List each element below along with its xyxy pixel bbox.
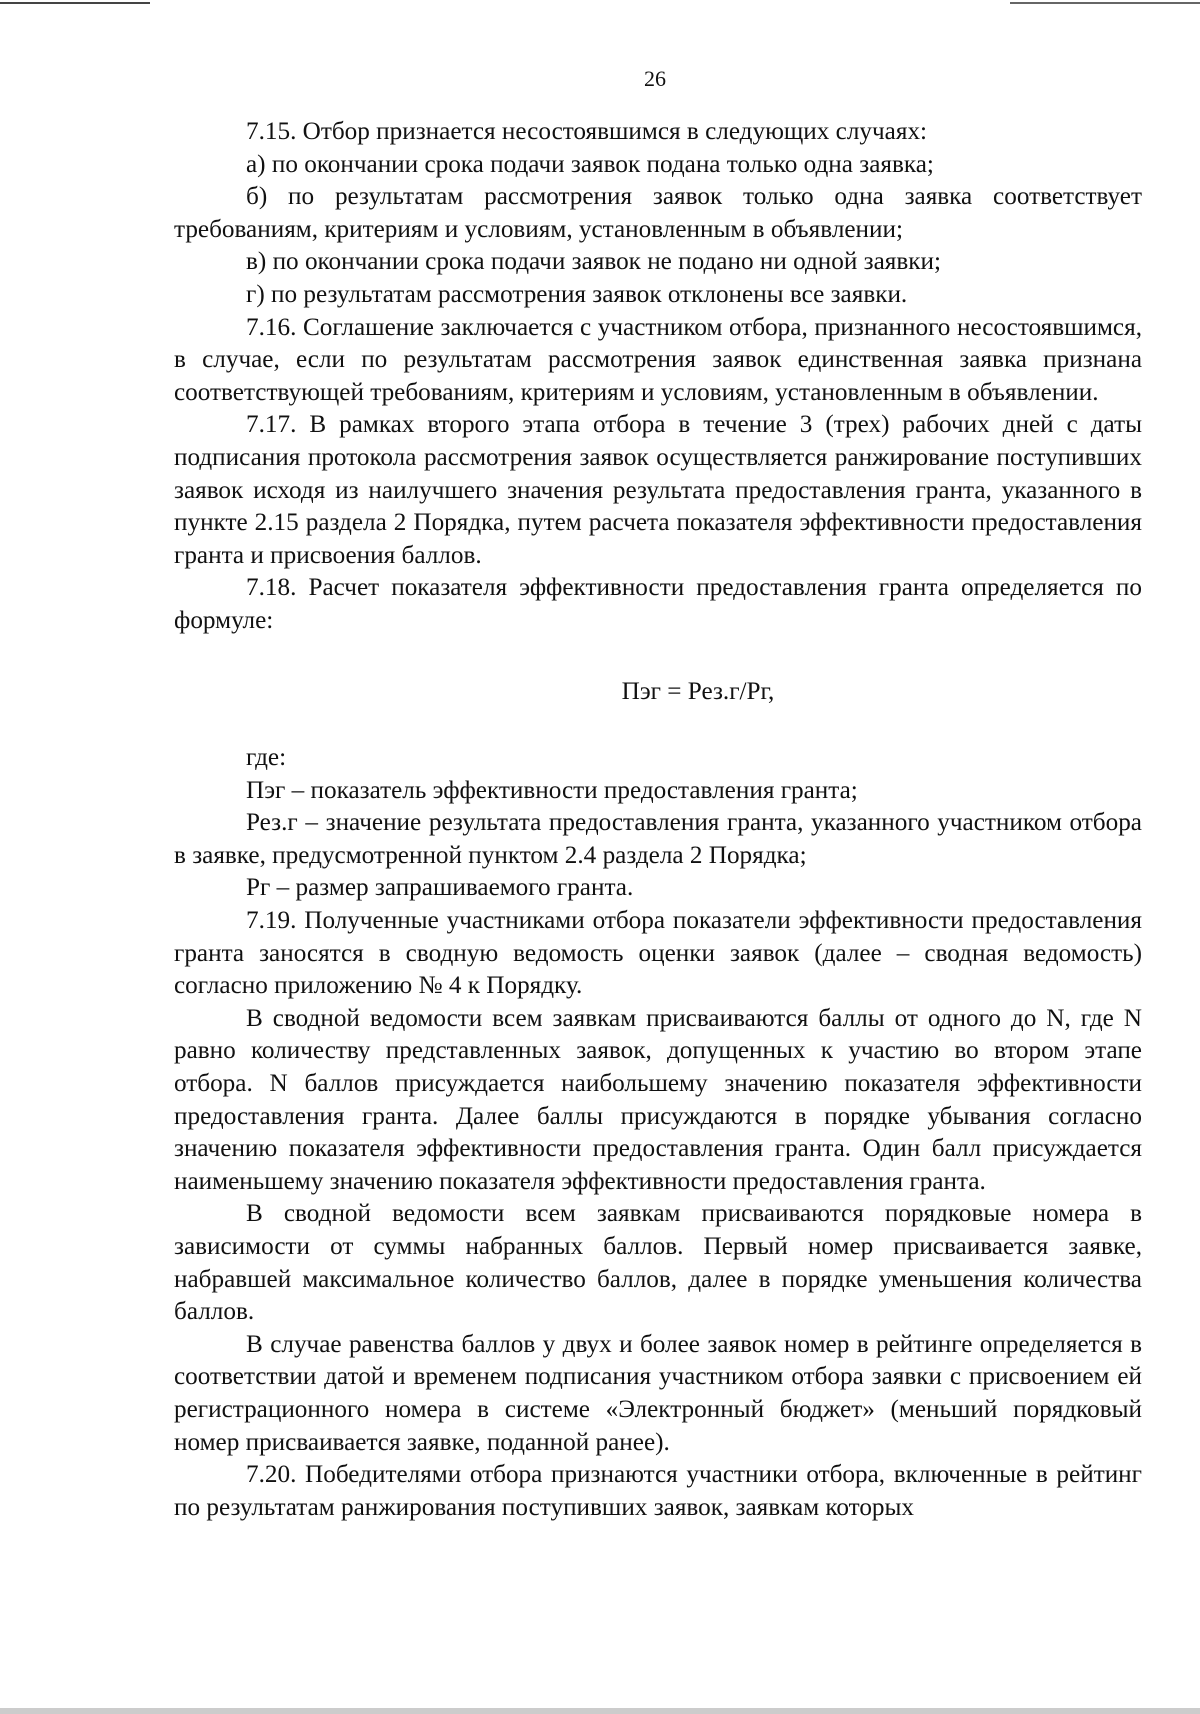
scan-edge-right: [1010, 2, 1200, 4]
body-text: [174, 116, 1142, 1524]
paragraph-7-18: 7.18. Расчет показателя эффективности предоставления гранта определяется по формуле:: [174, 574, 1142, 634]
paragraph-tie-break: В случае равенства баллов у двух и более заявок номер в рейтинге определяется в соответствии датой и временем подписания участником отбора заявки с присвоением ей регистрационного номера в системе «Электронный бюджет» (меньший порядковый номер присваивается заявке, поданной ранее).: [174, 1330, 1142, 1456]
scan-edge-top: [0, 2, 150, 4]
paragraph-7-15: 7.15. Отбор признается несостоявшимся в следующих случаях:: [246, 118, 928, 145]
paragraph-numbering: В сводной ведомости всем заявкам присваиваются порядковые номера в зависимости от суммы набранных баллов. Первый номер присваивается заявке, набравшей максимальное количество баллов, далее в порядке уменьшения количества баллов.: [174, 1200, 1142, 1326]
paragraph-7-19: 7.19. Полученные участниками отбора показатели эффективности предоставления гранта заносятся в сводную ведомость оценки заявок (далее – сводная ведомость) согласно приложению № 4 к Порядку.: [174, 907, 1142, 1000]
definition-rg: Рг – размер запрашиваемого гранта.: [246, 874, 634, 902]
scan-edge-bottom: [0, 1708, 1200, 1714]
list-item-a: а) по окончании срока подачи заявок подана только одна заявка;: [246, 150, 934, 178]
paragraph-7-20: 7.20. Победителями отбора признаются участники отбора, включенные в рейтинг по результатам ранжирования поступивших заявок, заявкам которых: [174, 1461, 1142, 1521]
definition-peg: Пэг – показатель эффективности предоставления гранта;: [246, 776, 858, 804]
list-item-b: б) по результатам рассмотрения заявок только одна заявка соответствует требованиям, критериям и условиям, установленным в объявлении;: [174, 183, 1142, 243]
definition-rezg: Рез.г – значение результата предоставления гранта, указанного участником отбора в заявке, предусмотренной пунктом 2.4 раздела 2 Порядка;: [174, 809, 1142, 869]
paragraph-scoring: В сводной ведомости всем заявкам присваиваются баллы от одного до N, где N равно количеству представленных заявок, допущенных к участию во втором этапе отбора. N баллов присуждается наибольшему значению показателя эффективности предоставления гранта. Далее баллы присуждаются в порядке убывания согласно значению показателя эффективности предоставления гранта. Один балл присуждается наименьшему значению показателя эффективности предоставления гранта.: [174, 1004, 1142, 1195]
page-number: 26: [644, 66, 666, 91]
list-item-v: в) по окончании срока подачи заявок не подано ни одной заявки;: [246, 248, 941, 276]
paragraph-7-17: 7.17. В рамках второго этапа отбора в течение 3 (трех) рабочих дней с даты подписания протокола рассмотрения заявок осуществляется ранжирование поступивших заявок исходя из наилучшего значения результата предоставления гранта, указанного в пункте 2.15 раздела 2 Порядка, путем расчета показателя эффективности предоставления гранта и присвоения баллов.: [174, 411, 1142, 569]
formula: Пэг = Рез.г/Рг,: [621, 677, 775, 705]
paragraph-7-16: 7.16. Соглашение заключается с участником отбора, признанного несостоявшимся, в случае, если по результатам рассмотрения заявок единственная заявка признана соответствующей требованиям, критериям и условиям, установленным в объявлении.: [174, 313, 1142, 406]
where-label: где:: [246, 744, 287, 772]
list-item-g: г) по результатам рассмотрения заявок отклонены все заявки.: [246, 280, 908, 308]
